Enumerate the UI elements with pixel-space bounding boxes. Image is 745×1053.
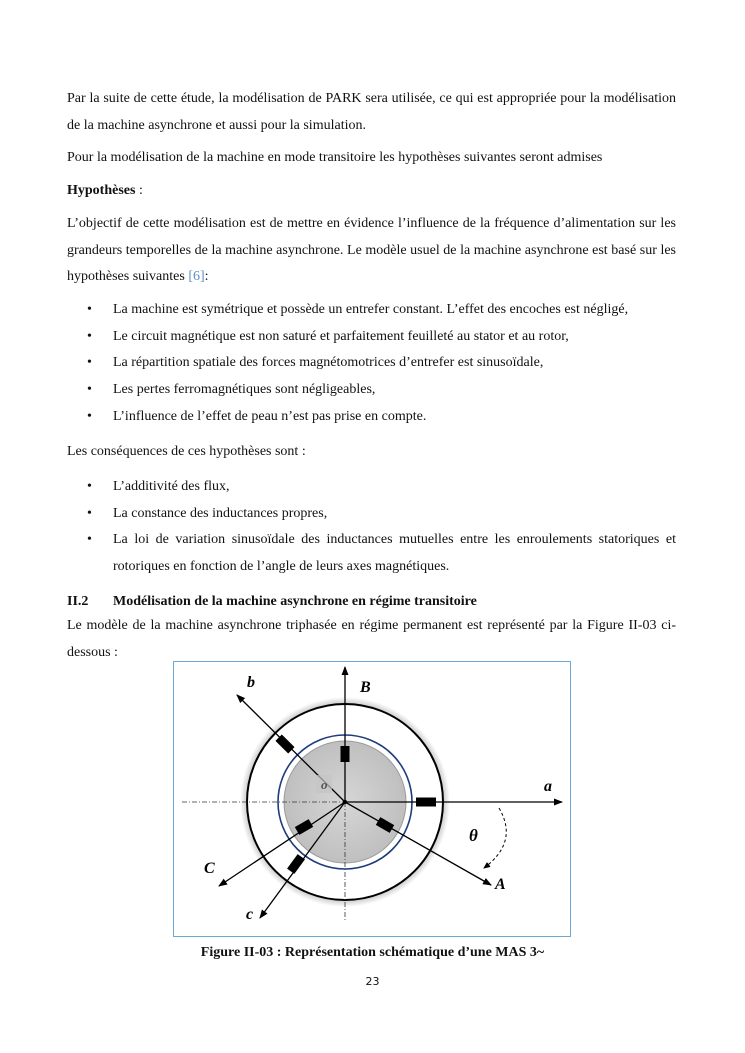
bullet-icon: • xyxy=(87,479,92,494)
list-item xyxy=(87,377,676,404)
paragraph-consequences: Les conséquences de ces hypothèses sont : xyxy=(67,444,306,459)
objective-end: : xyxy=(204,269,209,284)
hypotheses-heading xyxy=(67,178,676,205)
section-heading xyxy=(67,594,477,610)
bullet-icon: • xyxy=(87,505,92,521)
list-item-text: Le circuit magnétique est non saturé et parfaitement feuilleté au stator et au rotor, xyxy=(113,328,569,344)
paragraph-model-figure-ref: Le modèle de la machine asynchrone triphasée en régime permanent est représenté par la Figure II-03 ci-dessous : xyxy=(67,618,676,660)
list-item xyxy=(87,350,676,377)
label-o: o xyxy=(321,777,328,792)
paragraph-transitory-mode: Pour la modélisation de la machine en mode transitoire les hypothèses suivantes seront admises xyxy=(67,150,603,165)
list-item xyxy=(87,501,676,528)
label-B: B xyxy=(360,679,371,696)
figure-caption: Figure II-03 : Représentation schématique d’une MAS 3~ xyxy=(200,945,545,960)
objective-text: L’objectif de cette modélisation est de mettre en évidence l’influence de la fréquence d’alimentation sur les grandeurs temporelles de la machine asynchrone. Le modèle usuel de la machine asynchrone est basé sur les hypothèses suivantes xyxy=(67,216,676,284)
section-number: II.2 xyxy=(67,594,89,609)
label-a: a xyxy=(544,778,552,795)
figure-frame xyxy=(173,661,571,937)
paragraph-objective xyxy=(67,211,676,291)
theta-arc xyxy=(484,808,506,868)
hypotheses-list xyxy=(87,297,676,431)
list-item xyxy=(87,527,676,580)
bullet-icon: • xyxy=(87,408,92,424)
consequences-list xyxy=(87,474,676,581)
list-item xyxy=(87,324,676,351)
page-number: 23 xyxy=(365,975,380,988)
label-C: C xyxy=(204,860,215,877)
bullet-icon: • xyxy=(87,328,92,344)
list-item xyxy=(87,297,676,324)
bullet-icon: • xyxy=(87,382,92,398)
list-item xyxy=(87,474,676,501)
hypotheses-colon: : xyxy=(135,183,143,198)
coil-stator-a xyxy=(416,798,436,807)
list-item-text: L’influence de l’effet de peau n’est pas prise en compte. xyxy=(113,408,427,424)
bullet-icon: • xyxy=(87,302,92,317)
label-b: b xyxy=(247,674,255,691)
bullet-icon: • xyxy=(87,532,92,548)
list-item-text: Les pertes ferromagnétiques sont négligeables, xyxy=(113,382,376,398)
list-item-text: L’additivité des flux, xyxy=(113,479,230,494)
mas-schematic xyxy=(174,662,570,936)
hypotheses-label: Hypothèses xyxy=(67,183,136,198)
center-point xyxy=(343,800,347,804)
label-c: c xyxy=(246,906,254,923)
section-title: Modélisation de la machine asynchrone en régime transitoire xyxy=(113,594,477,609)
label-A: A xyxy=(495,876,506,893)
coil-rotor-B xyxy=(341,746,350,762)
paragraph-park-intro: Par la suite de cette étude, la modélisation de PARK sera utilisée, ce qui est appropriée pour la modélisation de la machine asynchrone et aussi pour la simulation. xyxy=(67,91,676,133)
list-item-text: La machine est symétrique et possède un entrefer constant. L’effet des encoches est négligé, xyxy=(113,302,629,317)
bullet-icon: • xyxy=(87,355,92,371)
citation-link[interactable]: [6] xyxy=(188,269,205,284)
label-theta: θ xyxy=(469,826,478,845)
list-item-text: La répartition spatiale des forces magnétomotrices d’entrefer est sinusoïdale, xyxy=(113,355,544,371)
list-item xyxy=(87,404,676,431)
list-item-text: La loi de variation sinusoïdale des inductances mutuelles entre les enroulements statoriques et rotoriques en fonction de l’angle de leurs axes magnétiques. xyxy=(113,532,676,575)
list-item-text: La constance des inductances propres, xyxy=(113,505,328,521)
